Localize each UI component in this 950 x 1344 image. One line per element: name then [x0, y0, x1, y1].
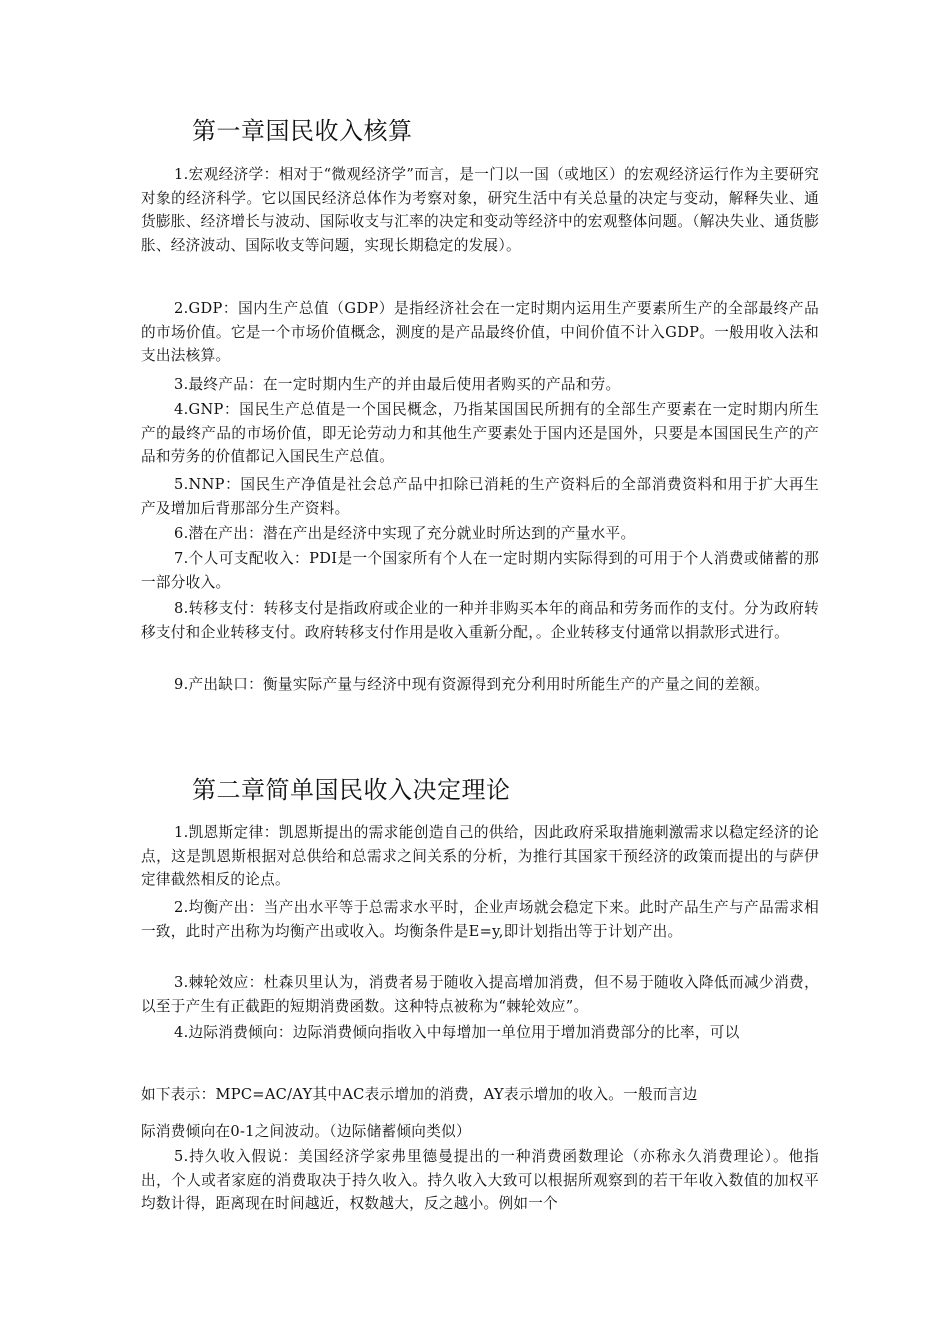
ch2-paragraph-5: 5.持久收入假说：美国经济学家弗里德曼提出的一种消费函数理论（亦称永久消费理论）。他指出，个人或者家庭的消费取决于持久收入。持久收入大致可以根据所观察到的若干年收入数值的加权平均数计得，距离现在时间越近，权数越大，反之越小。例如一个	[141, 1148, 819, 1212]
ch1-paragraph-3: 3.最终产品：在一定时期内生产的并由最后使用者购买的产品和劳。	[174, 376, 621, 393]
ch2-paragraph-4-cont-1: 如下表示：MPC=AC/AY其中AC表示增加的消费，AY表示增加的收入。一般而言边	[141, 1086, 698, 1103]
chapter-1-title: 第一章国民收入核算	[192, 117, 413, 145]
ch2-paragraph-2: 2.均衡产出：当产出水平等于总需求水平时，企业声场就会稳定下来。此时产品生产与产品需求相一致，此时产出称为均衡产出或收入。均衡条件是E=y,即计划指出等于计划产出。	[141, 899, 819, 940]
chapter-2-title: 第二章简单国民收入决定理论	[192, 776, 511, 804]
ch1-paragraph-1: 1.宏观经济学：相对于“微观经济学”而言，是一门以一国（或地区）的宏观经济运行作为主要研究对象的经济科学。它以国民经济总体作为考察对象，研究生活中有关总量的决定与变动，解释失业、通货膨胀、经济增长与波动、国际收支与汇率的决定和变动等经济中的宏观整体问题。（解决失业、通货膨胀、经济波动、国际收支等问题，实现长期稳定的发展）。	[141, 166, 819, 254]
ch1-paragraph-5: 5.NNP：国民生产净值是社会总产品中扣除已消耗的生产资料后的全部消费资料和用于扩大再生产及增加后背那部分生产资料。	[141, 476, 819, 517]
ch1-paragraph-6: 6.潜在产出：潜在产出是经济中实现了充分就业时所达到的产量水平。	[174, 525, 636, 542]
ch1-paragraph-9: 9.产出缺口：衡量实际产量与经济中现有资源得到充分利用时所能生产的产量之间的差额。	[174, 676, 770, 693]
ch2-paragraph-4: 4.边际消费倾向：边际消费倾向指收入中每增加一单位用于增加消费部分的比率，可以	[174, 1024, 740, 1041]
ch2-paragraph-3: 3.棘轮效应：杜森贝里认为，消费者易于随收入提高增加消费，但不易于随收入降低而减少消费，以至于产生有正截距的短期消费函数。这种特点被称为“棘轮效应”。	[141, 974, 819, 1015]
ch1-paragraph-4: 4.GNP：国民生产总值是一个国民概念，乃指某国国民所拥有的全部生产要素在一定时期内所生产的最终产品的市场价值，即无论劳动力和其他生产要素处于国内还是国外，只要是本国国民生产的产品和劳务的价值都记入国民生产总值。	[141, 401, 819, 465]
ch2-paragraph-1: 1.凯恩斯定律：凯恩斯提出的需求能创造自己的供给，因此政府采取措施刺激需求以稳定经济的论点，这是凯恩斯根据对总供给和总需求之间关系的分析，为推行其国家干预经济的政策而提出的与萨伊定律截然相反的论点。	[141, 824, 819, 888]
ch1-paragraph-2: 2.GDP：国内生产总值（GDP）是指经济社会在一定时期内运用生产要素所生产的全部最终产品的市场价值。它是一个市场价值概念，测度的是产品最终价值，中间价值不计入GDP。一般用收入法和支出法核算。	[141, 300, 819, 364]
ch1-paragraph-7: 7.个人可支配收入：PDI是一个国家所有个人在一定时期内实际得到的可用于个人消费或储蓄的那一部分收入。	[141, 550, 819, 591]
ch1-paragraph-8: 8.转移支付：转移支付是指政府或企业的一种并非购买本年的商品和劳务而作的支付。分为政府转移支付和企业转移支付。政府转移支付作用是收入重新分配，。企业转移支付通常以捐款形式进行。	[141, 600, 819, 641]
ch2-paragraph-4-cont-2: 际消费倾向在0-1之间波动。（边际储蓄倾向类似）	[141, 1123, 471, 1140]
